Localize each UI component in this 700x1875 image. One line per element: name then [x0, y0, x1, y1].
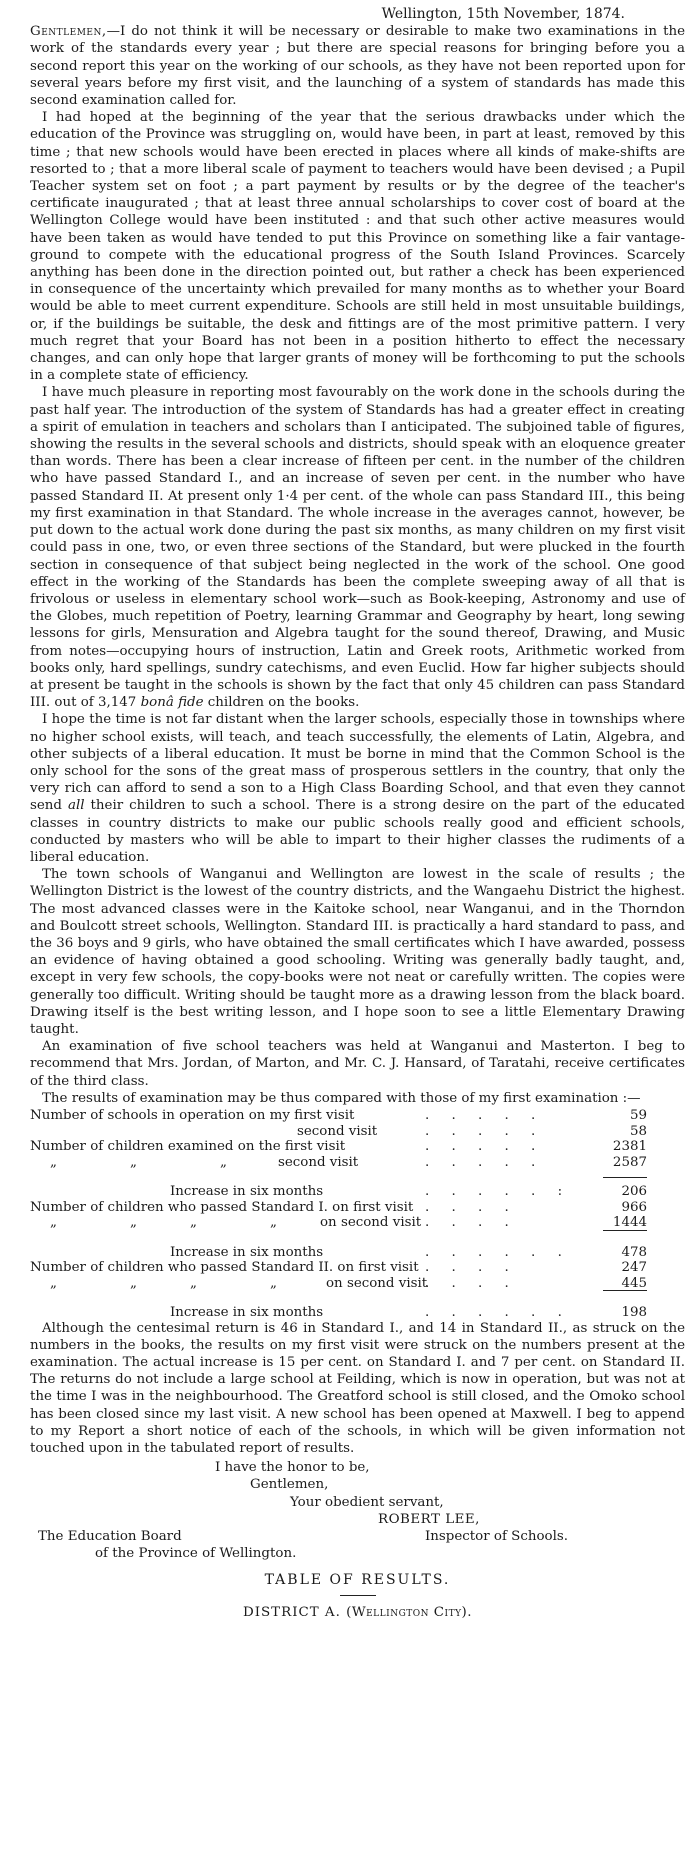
comparison-value: 966: [621, 1199, 647, 1215]
comparison-row: [30, 1107, 685, 1123]
paragraph-3-text: I have much pleasure in reporting most favourably on the work done in the schools during the past half year. The introduction of the system of Standards has had a greater effect in creating a spirit of emulation in teachers and scholars than I anticipated. The subjoined table of figures, showing the results in the several schools and districts, should speak with an eloquence greater than words. There has been a clear increase of fifteen per cent. in the number of the children who have passed Standard I., and an increase of seven per cent. in the number who have passed Standard II. At present only 1·4 per cent. of the whole can pass Standard III., this being my first examination in that Standard. The whole increase in the averages cannot, however, be put down to the actual work done during the past six months, as many children on my first visit could pass in one, two, or even three sections of the Standard, but were plucked in the fourth section in consequence of that subject being neglected in the work of the school. One good effect in the working of the Standards has been the complete sweeping away of all that is frivolous or useless in elementary school work—such as Book-keeping, Astronomy and use of the Globes, much repetition of Poetry, learning Grammar and Geography by heart, long sewing lessons for girls, Mensuration and Algebra taught for the sound thereof, Drawing, and Music from notes—occupying hours of instruction, Latin and Greek roots, Arithmetic worked from books only, hard spellings, sundry catechisms, and even Euclid. How far higher subjects should at present be taught in the schools is shown by the fact that only 45 children can pass Standard III. out of 3,147: [30, 385, 685, 711]
comparison-row: [30, 1304, 685, 1320]
leader-dots: . . . . . .: [425, 1244, 571, 1260]
comparison-label: Number of children who passed Standard I. on first visit: [30, 1199, 414, 1215]
addressee: of the Province of Wellington.: [95, 1545, 297, 1561]
title-rule: [340, 1595, 376, 1596]
comparison-label: Increase in six months: [170, 1305, 324, 1320]
ditto-mark: „: [50, 1215, 57, 1230]
comparison-row: [30, 1123, 685, 1139]
comparison-label: second visit: [278, 1154, 359, 1170]
comparison-table: [30, 1107, 685, 1320]
ditto-mark: „: [50, 1275, 57, 1291]
ditto-mark: „: [50, 1154, 57, 1170]
ditto-mark: „: [130, 1215, 137, 1230]
closing-line: Your obedient servant,: [290, 1494, 444, 1510]
comparison-label: Number of children who passed Standard II. on first visit: [30, 1260, 419, 1275]
dateline: Wellington, 15th November, 1874.: [381, 6, 625, 22]
leader-dots: . . . .: [425, 1215, 518, 1230]
comparison-row: [30, 1138, 685, 1154]
comparison-value: 206: [621, 1184, 647, 1199]
ditto-mark: „: [270, 1215, 277, 1230]
comparison-label: Number of schools in operation on my first visit: [30, 1108, 355, 1123]
paragraph-6: An examination of five school teachers was held at Wanganui and Masterton. I beg to recommend that Mrs. Jordan, of Marton, and Mr. C. J. Hansard, of Taratahi, receive certificates of the third class.: [30, 1039, 685, 1089]
comparison-value: 59: [629, 1108, 647, 1123]
paragraph-3: [30, 384, 685, 711]
addressee: The Education Board: [38, 1528, 182, 1544]
comparison-label: Increase in six months: [170, 1244, 324, 1260]
emphasis-all: all: [67, 798, 85, 814]
comparison-value: 2381: [612, 1139, 647, 1154]
paragraph-4-text: I hope the time is not far distant when the larger schools, especially those in townships where no higher school exists, will teach, and teach successfully, the elements of Latin, Algebra, and other subjects of a liberal education. It must be borne in mind that the Common School is the only school for the sons of the great mass of prosperous settlers in the country, that only the very rich can afford to send a son to a High Class Boarding School, and that even they cannot send: [30, 712, 685, 814]
comparison-row: [30, 1183, 685, 1199]
district-label: DISTRICT A.: [242, 1605, 341, 1621]
paragraph-4-tail: their children to such a school. There is a strong desire on the part of the educated classes in country districts to make our public schools really good and efficient schools, conducted by masters who will be able to impart to their higher classes the rudiments of a liberal education.: [30, 798, 685, 865]
signatory-name: ROBERT LEE,: [378, 1511, 480, 1527]
ditto-mark: „: [270, 1275, 277, 1291]
signatory-title: Inspector of Schools.: [425, 1528, 568, 1544]
paragraph-1-text: —I do not think it will be necessary or desirable to make two examinations in the work of the standards every year ; but there are special reasons for bringing before you a second report this year on the working of our schools, as they have not been reported upon for several years before my first visit, and the launching of a system of standards has made this second examination called for.: [30, 24, 685, 109]
sum-rule: [603, 1290, 647, 1291]
ditto-mark: „: [220, 1154, 227, 1170]
comparison-row: [30, 1199, 685, 1215]
comparison-value: 247: [621, 1260, 647, 1275]
leader-dots: . . . . .: [425, 1123, 545, 1139]
leader-dots: . . . .: [425, 1275, 518, 1291]
leader-dots: . . . . .: [425, 1139, 545, 1154]
ditto-mark: „: [130, 1275, 137, 1291]
paragraph-3-end: children on the books.: [207, 695, 360, 711]
leader-dots: . . . . .: [425, 1108, 545, 1123]
salutation: Gentlemen,: [30, 24, 107, 40]
paragraph-8: Although the centesimal return is 46 in Standard I., and 14 in Standard II., as struck on the numbers in the books, the results on my first visit were struck on the numbers present at the examination. The actual increase is 15 per cent. on Standard I. and 7 per cent. on Standard II. The returns do not include a large school at Feilding, which is now in operation, but was not at the time I was in the neighbourhood. The Greatford school is still closed, and the Omoko school has been closed since my last visit. A new school has been opened at Maxwell. I beg to append to my Report a short notice of each of the schools, in which will be given information not touched upon in the tabulated report of results.: [30, 1320, 685, 1456]
closing-line: I have the honor to be,: [215, 1460, 370, 1476]
leader-dots: . . . . . :: [425, 1184, 572, 1199]
paragraph-2: I had hoped at the beginning of the year that the serious drawbacks under which the education of the Province was struggling on, would have been, in part at least, removed by this time ; that new schools would have been erected in places where all kinds of make-shifts are resorted to ; that a more liberal scale of payment to teachers would have been devised ; a Pupil Teacher system set on foot ; a part payment by results or by the degree of the teacher's certificate inaugurated ; that at least three annual scholarships to cover cost of board at the Wellington College would have been instituted : and that such other active measures would have been taken as would have tended to put this Province on something like a fair vantage-ground to compete with the educational progress of the South Island Provinces. Scarcely anything has been done in the direction pointed out, but rather a check has been experienced in consequence of the uncertainty which prevailed for many months as to whether your Board would be able to meet current expenditure. Schools are still held in most unsuitable buildings, or, if the buildings be suitable, the desk and fittings are of the most primitive pattern. I very much regret that your Board has not been in a position hitherto to effect the necessary changes, and can only hope that larger grants of money will be forthcoming to put the schools in a complete state of efficiency.: [30, 110, 685, 384]
comparison-label: second visit: [297, 1123, 378, 1139]
paragraph-5: The town schools of Wanganui and Wellington are lowest in the scale of results ; the Wellington District is the lowest of the country districts, and the Wangaehu District the highest. The most advanced classes were in the Kaitoke school, near Wanganui, and in the Thorndon and Boulcott street schools, Wellington. Standard III. is practically a hard standard to pass, and the 36 boys and 9 girls, who have obtained the small certificates which I have awarded, possess an evidence of having obtained a good schooling. Writing was generally badly taught, and, except in very few schools, the copy-books were not neat or carefully written. The copies were generally too difficult. Writing should be taught more as a drawing lesson from the black board. Drawing itself is the best writing lesson, and I hope soon to see a little Elementary Drawing taught.: [30, 867, 685, 1037]
leader-dots: . . . .: [425, 1260, 518, 1275]
sum-rule: [603, 1177, 647, 1178]
comparison-label: on second visit: [320, 1215, 422, 1230]
comparison-value: 445: [621, 1275, 647, 1291]
leader-dots: . . . .: [425, 1199, 518, 1215]
comparison-label: on second visit: [326, 1275, 428, 1291]
comparison-value: 198: [621, 1305, 647, 1320]
comparison-row: [30, 1259, 685, 1275]
letter-page: [30, 6, 685, 1622]
paragraph-4: [30, 711, 685, 866]
ditto-mark: „: [190, 1275, 197, 1291]
bona-fide-text: bonâ fide: [140, 695, 204, 711]
comparison-row: [30, 1214, 685, 1230]
district-heading: [30, 1604, 685, 1621]
comparison-value: 2587: [612, 1154, 647, 1170]
comparison-value: 478: [621, 1244, 647, 1260]
comparison-label: Number of children examined on the first visit: [30, 1139, 346, 1154]
comparison-row: [30, 1154, 685, 1170]
paragraph-1: [30, 23, 685, 109]
comparison-value: 58: [629, 1123, 647, 1139]
closing-block: [30, 1459, 685, 1562]
closing-line: Gentlemen,: [250, 1477, 329, 1493]
sum-rule: [603, 1230, 647, 1231]
ditto-mark: „: [130, 1154, 137, 1170]
leader-dots: . . . . . .: [425, 1305, 571, 1320]
paragraph-7: The results of examination may be thus compared with those of my first examination :—: [42, 1090, 641, 1106]
comparison-value: 1444: [612, 1215, 647, 1230]
district-subtitle: (Wellington City).: [346, 1605, 472, 1621]
table-title: TABLE OF RESULTS.: [264, 1572, 451, 1589]
ditto-mark: „: [190, 1215, 197, 1230]
comparison-row: [30, 1244, 685, 1260]
comparison-label: Increase in six months: [170, 1184, 324, 1199]
comparison-row: [30, 1275, 685, 1291]
leader-dots: . . . . .: [425, 1154, 545, 1170]
